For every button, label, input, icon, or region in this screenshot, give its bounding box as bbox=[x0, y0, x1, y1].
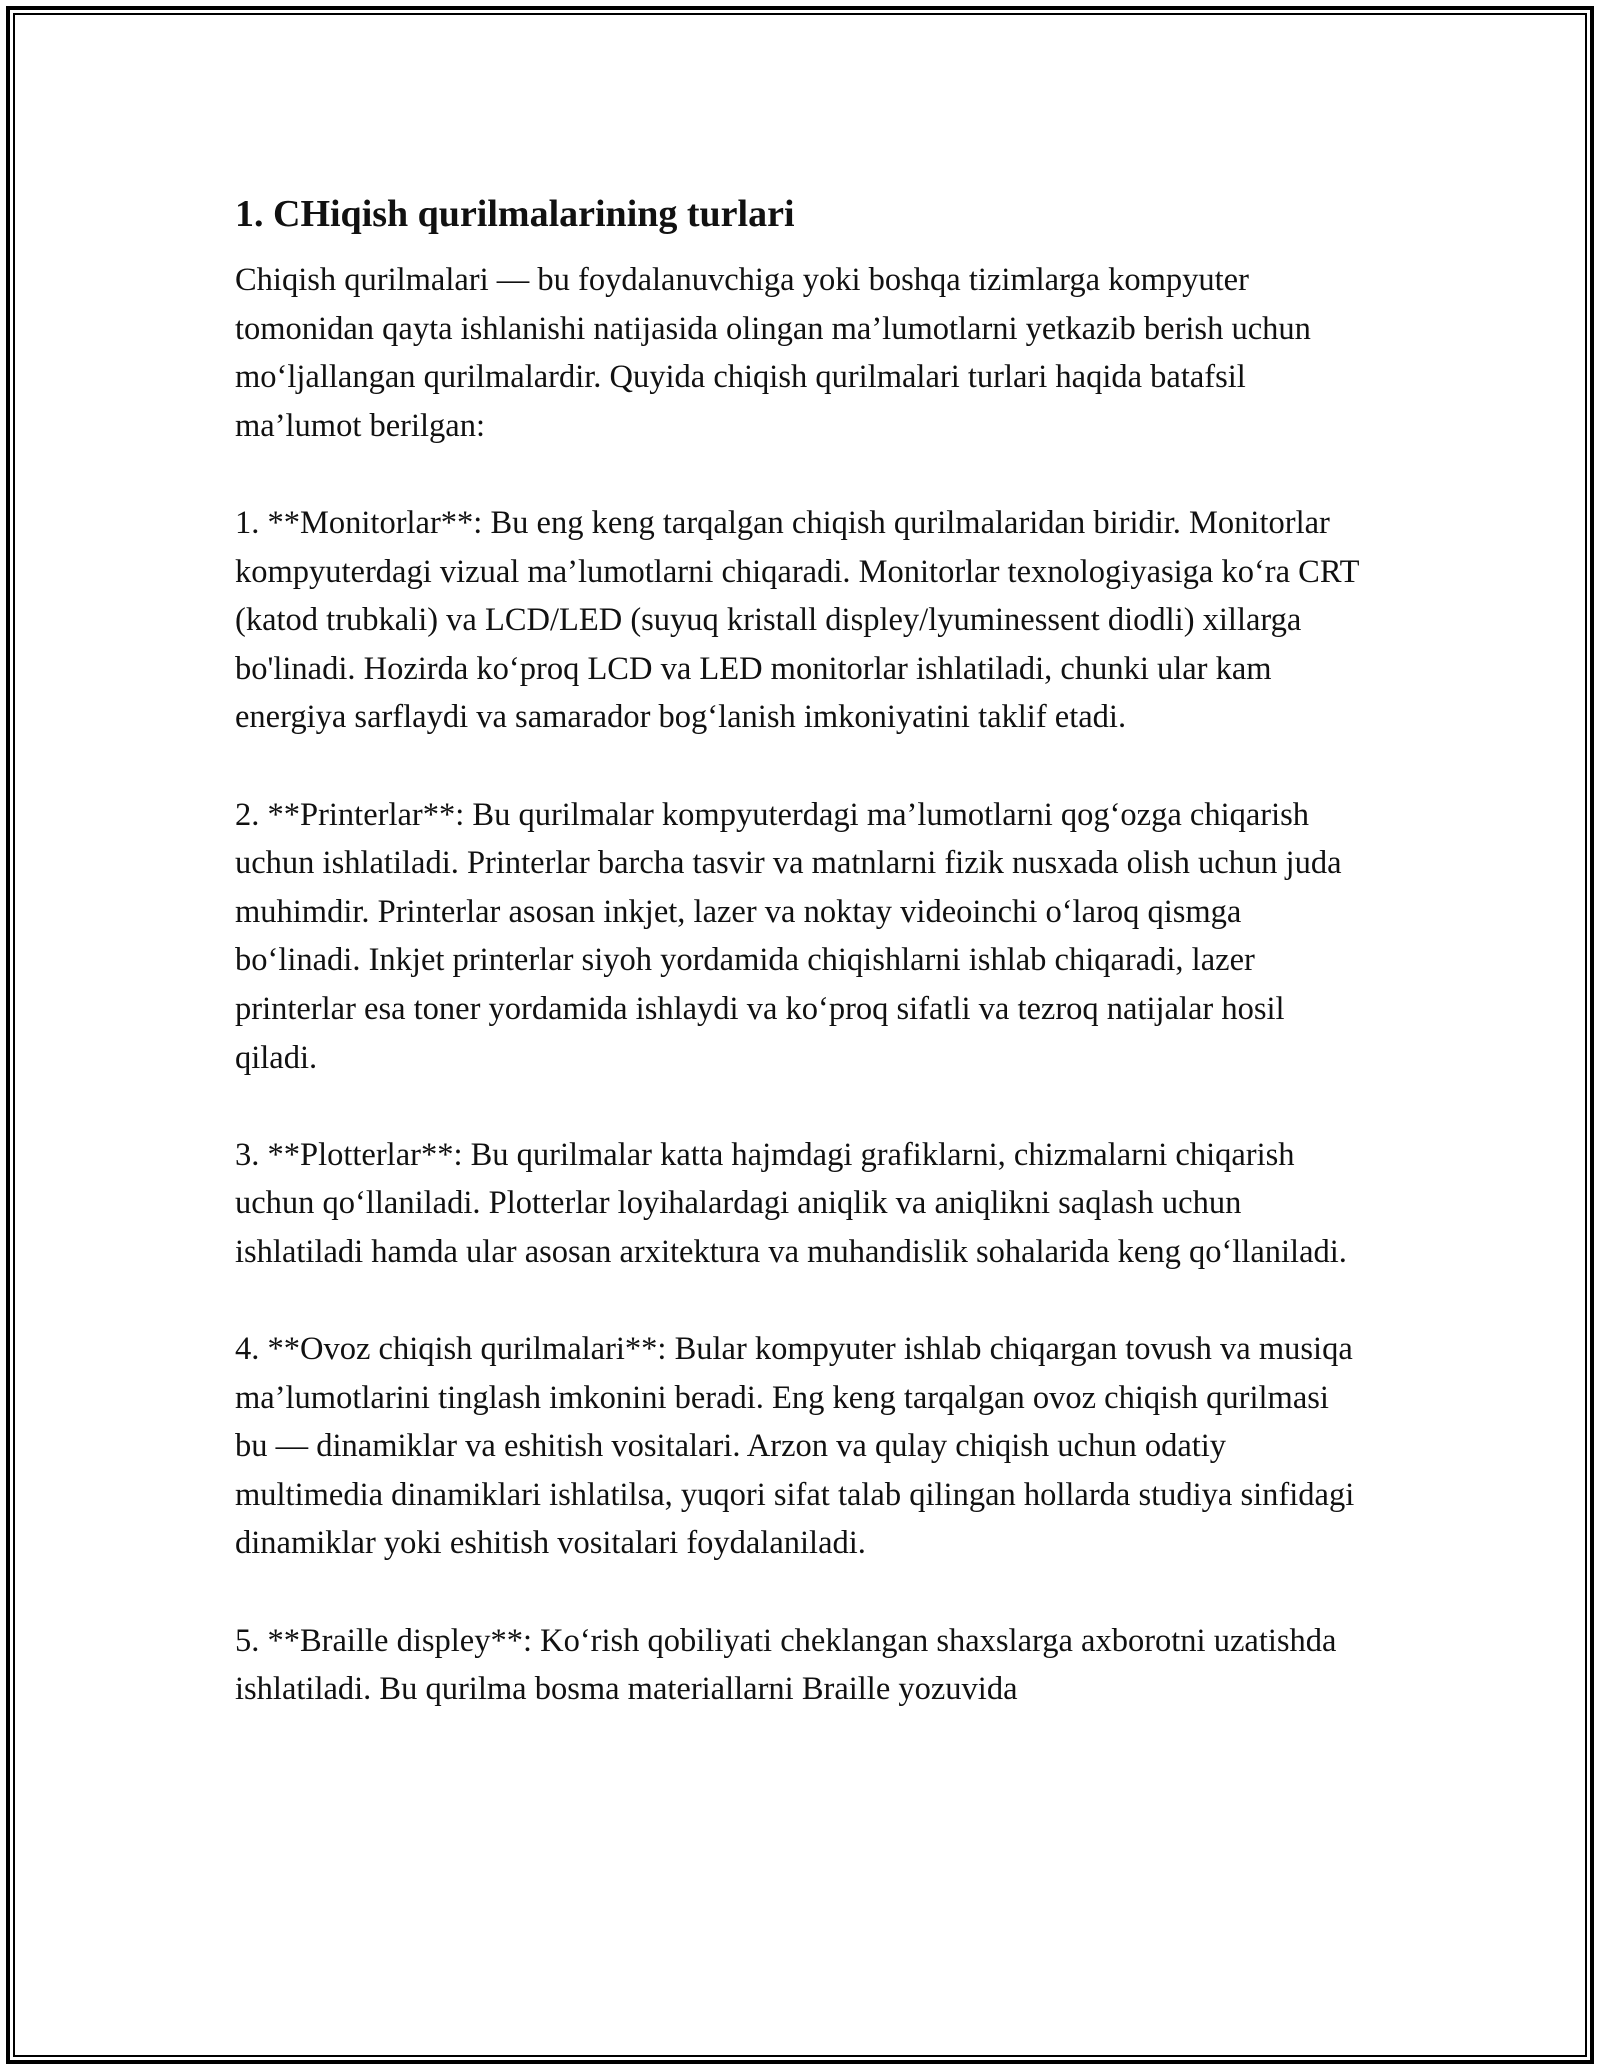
paragraph-braille-display: 5. **Braille displey**: Ko‘rish qobiliyati cheklangan shaxslarga axborotni uzatishda ishlatiladi. Bu qurilma bosma materiallarni Braille yozuvida bbox=[235, 1622, 1337, 1708]
paragraph-audio-output: 4. **Ovoz chiqish qurilmalari**: Bular kompyuter ishlab chiqargan tovush va musiqa ma’lumotlarini tinglash imkonini beradi. Eng keng tarqalgan ovoz chiqish qurilmasi bu — dinamiklar va eshitish vositalari. Arzon va qulay chiqish uchun odatiy multimedia dinamiklari ishlatilsa, yuqori sifat talab qilingan hollarda studiya sinfidagi dinamiklar yoki eshitish vositalari foydalaniladi. bbox=[235, 1331, 1355, 1562]
paragraph-monitors: 1. **Monitorlar**: Bu eng keng tarqalgan chiqish qurilmalaridan biridir. Monitorlar kompyuterdagi vizual ma’lumotlarni chiqaradi. Monitorlar texnologiyasiga ko‘ra CRT (katod trubkali) va LCD/LED (suyuq kristall displey/lyuminessent diodli) xillarga bo'linadi. Hozirda ko‘proq LCD va LED monitorlar ishlatiladi, chunki ular kam energiya sarflaydi va samarador bog‘lanish imkoniyatini taklif etadi. bbox=[235, 504, 1359, 736]
section-heading: 1. CHiqish qurilmalarining turlari bbox=[235, 193, 795, 235]
paragraph-plotters: 3. **Plotterlar**: Bu qurilmalar katta hajmdagi grafiklarni, chizmalarni chiqarish uchun qo‘llaniladi. Plotterlar loyihalardagi aniqlik va aniqlikni saqlash uchun ishlatiladi hamda ular asosan arxitektura va muhandislik sohalarida keng qo‘llaniladi. bbox=[235, 1136, 1347, 1270]
intro-paragraph: Chiqish qurilmalari — bu foydalanuvchiga yoki boshqa tizimlarga kompyuter tomonidan qayta ishlanishi natijasida olingan ma’lumotlarni yetkazib berish uchun mo‘ljallangan qurilmalardir. Quyida chiqish qurilmalari turlari haqida batafsil ma’lumot berilgan: bbox=[235, 262, 1311, 444]
paragraph-printers: 2. **Printerlar**: Bu qurilmalar kompyuterdagi ma’lumotlarni qog‘ozga chiqarish uchun ishlatiladi. Printerlar barcha tasvir va matnlarni fizik nusxada olish uchun juda muhimdir. Printerlar asosan inkjet, lazer va noktay videoinchi o‘laroq qismga bo‘linadi. Inkjet printerlar siyoh yordamida chiqishlarni ishlab chiqaradi, lazer printerlar esa toner yordamida ishlaydi va ko‘proq sifatli va tezroq natijalar hosil qiladi. bbox=[235, 796, 1342, 1076]
document-body bbox=[235, 188, 1365, 1714]
